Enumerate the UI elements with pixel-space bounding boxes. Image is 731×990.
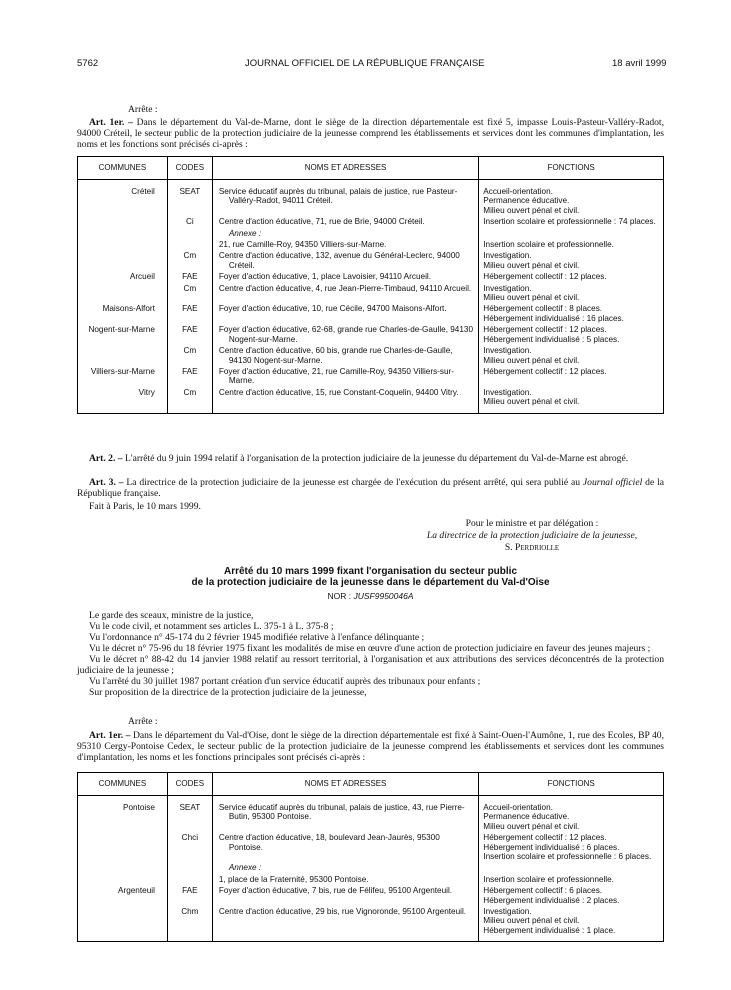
- fonction-line: Investigation.: [483, 283, 532, 293]
- nom-adresse-cell: [212, 251, 478, 270]
- table-end-cell: [479, 407, 664, 414]
- commune-cell: Arcueil: [78, 272, 168, 281]
- code-cell: [167, 875, 212, 884]
- signature-role: La directrice de la protection judiciaire de la jeunesse,: [426, 530, 638, 541]
- column-header: CODES: [167, 157, 212, 180]
- fonction-line: Insertion scolaire et professionnelle.: [483, 240, 614, 250]
- fonction-line: Milieu ouvert pénal et civil.: [483, 397, 580, 407]
- table-spacer-cell: [167, 796, 212, 804]
- fonctions-cell: [479, 803, 664, 831]
- table-row: [78, 229, 664, 238]
- fonction-line: Insertion scolaire et professionnelle : 74 places.: [483, 217, 656, 227]
- fait-a-paris: Fait à Paris, le 10 mars 1999.: [89, 501, 201, 512]
- nom-adresse: Foyer d'action éducative, 21, rue Camille-Roy, 94350 Villiers-sur-Marne.: [218, 366, 455, 386]
- fonctions-cell: [479, 907, 664, 935]
- column-header: FONCTIONS: [479, 157, 664, 180]
- nom-adresse-cell: [212, 272, 478, 281]
- commune-cell: Argenteuil: [78, 886, 168, 905]
- code-cell: SEAT: [167, 187, 212, 215]
- code-cell: FAE: [167, 304, 212, 323]
- nom-adresse: Centre d'action éducative, 18, boulevard Jean-Jaurès, 95300 Pontoise.: [218, 833, 440, 852]
- fonctions-cell: [479, 229, 664, 238]
- table-header-row: [78, 157, 664, 180]
- commune-cell: [78, 863, 168, 872]
- table-end-cell: [167, 407, 212, 414]
- table-row: [78, 325, 664, 344]
- visa: Vu l'arrêté du 30 juillet 1987 portant création d'un service éducatif auprès des tribunaux pour enfants ;: [89, 676, 481, 687]
- table-row: [78, 240, 664, 249]
- table-row: [78, 367, 664, 386]
- nom-adresse-cell: [212, 240, 478, 249]
- visa: Le garde des sceaux, ministre de la justice,: [89, 610, 254, 621]
- nom-adresse: 21, rue Camille-Roy, 94350 Villiers-sur-Marne.: [218, 240, 387, 250]
- column-header: NOMS ET ADRESSES: [212, 773, 478, 796]
- nom-adresse: Centre d'action éducative, 29 bis, rue Vignoronde, 95100 Argenteuil.: [218, 907, 467, 917]
- table-row: [78, 272, 664, 281]
- nom-adresse-cell: [212, 907, 478, 935]
- article-label: Art. 3. –: [89, 477, 124, 488]
- nor-value: JUSF9950046A: [353, 591, 414, 601]
- fonctions-cell: [479, 272, 664, 281]
- visa: Vu le décret n° 75-96 du 18 février 1975 fixant les modalités de mise en œuvre d'une action de protection judiciaire en faveur des jeunes majeurs ;: [89, 643, 651, 654]
- table-row: [78, 388, 664, 407]
- etablissements-table-val-d-oise: [77, 772, 664, 942]
- table-end-cell: [167, 935, 212, 942]
- code-cell: Cm: [167, 388, 212, 407]
- fonction-line: Hébergement collectif : 12 places.: [483, 325, 607, 335]
- commune-cell: [78, 284, 168, 303]
- arrete-title-line-1: Arrêté du 10 mars 1999 fixant l'organisation du secteur public: [223, 566, 518, 577]
- fonctions-cell: [479, 284, 664, 303]
- article-3-paragraph: [77, 477, 664, 499]
- commune-cell: [78, 240, 168, 249]
- table-row: [78, 886, 664, 905]
- table-end-cell: [78, 935, 168, 942]
- code-cell: [167, 229, 212, 238]
- article-text: Dans le département du Val-d'Oise, dont le siège de la direction départementale est fixé à Saint-Ouen-l'Aumône, 1, rue des Ecoles, BP 40, 95310 Cergy-Pontoise Cedex, le secteur public de la protection judiciaire de la jeunesse comprend les établissements et services dont les communes d'implantation, les noms et les fonctions principales sont précisés ci-après :: [77, 730, 664, 763]
- fonction-line: Milieu ouvert pénal et civil.: [483, 355, 580, 365]
- column-header: NOMS ET ADRESSES: [212, 157, 478, 180]
- nom-adresse: Annexe :: [228, 863, 262, 873]
- code-cell: Cm: [167, 251, 212, 270]
- arrete-heading: Arrête :: [128, 716, 158, 727]
- nom-adresse-cell: [212, 863, 478, 872]
- nom-adresse: Centre d'action éducative, 132, avenue du Général-Leclerc, 94000 Créteil.: [218, 251, 460, 270]
- code-cell: Ci: [167, 217, 212, 226]
- visa: Vu l'ordonnance n° 45-174 du 2 février 1945 modifiée relative à l'enfance délinquante ;: [89, 632, 425, 643]
- journal-name: Journal officiel: [582, 477, 643, 488]
- code-cell: [167, 240, 212, 249]
- commune-cell: [78, 229, 168, 238]
- nom-adresse: Centre d'action éducative, 71, rue de Brie, 94000 Créteil.: [218, 217, 425, 227]
- fonction-line: Hébergement individualisé : 6 places.: [483, 842, 620, 852]
- fonction-line: Hébergement individualisé : 2 places.: [483, 895, 620, 905]
- fonction-line: Investigation.: [483, 387, 532, 397]
- code-cell: FAE: [167, 367, 212, 386]
- nom-adresse-cell: [212, 284, 478, 303]
- fonctions-cell: [479, 240, 664, 249]
- fonction-line: Hébergement collectif : 8 places.: [483, 304, 603, 314]
- table-end-cell: [78, 407, 168, 414]
- nom-adresse: Centre d'action éducative, 60 bis, grande rue Charles-de-Gaulle, 94130 Nogent-sur-Marne.: [218, 346, 453, 365]
- visas: [77, 610, 664, 698]
- code-cell: FAE: [167, 272, 212, 281]
- table-header-row: [78, 773, 664, 796]
- nom-adresse: Foyer d'action éducative, 10, rue Cécile, 94700 Maisons-Alfort.: [218, 304, 447, 314]
- fonctions-cell: [479, 833, 664, 861]
- fonction-line: Milieu ouvert pénal et civil.: [483, 821, 580, 831]
- fonction-line: Permanence éducative.: [483, 812, 570, 822]
- fonctions-cell: [479, 875, 664, 884]
- article-text: La directrice de la protection judiciaire de la jeunesse est chargée de l'exécution du présent arrêté, qui sera publié au: [126, 477, 583, 488]
- fonctions-cell: [479, 187, 664, 215]
- table-spacer-cell: [479, 180, 664, 188]
- fonctions-cell: [479, 863, 664, 872]
- visa: Vu le code civil, et notamment ses articles L. 375-1 à L. 375-8 ;: [89, 621, 334, 632]
- nom-adresse-cell: [212, 367, 478, 386]
- fonction-line: Hébergement collectif : 12 places.: [483, 272, 607, 282]
- nom-adresse-cell: [212, 325, 478, 344]
- article-1-paragraph: [77, 117, 664, 150]
- commune-cell: Vitry: [78, 388, 168, 407]
- table-row: [78, 284, 664, 303]
- nom-adresse: Annexe :: [228, 228, 262, 238]
- journal-title: JOURNAL OFFICIEL DE LA RÉPUBLIQUE FRANÇAISE: [245, 58, 485, 69]
- nom-adresse-cell: [212, 875, 478, 884]
- nom-adresse-cell: [212, 304, 478, 323]
- fonction-line: Hébergement individualisé : 5 places.: [483, 334, 620, 344]
- table-spacer-cell: [212, 180, 478, 188]
- fonction-line: Insertion scolaire et professionnelle.: [483, 874, 614, 884]
- table-row: [78, 187, 664, 215]
- commune-cell: Maisons-Alfort: [78, 304, 168, 323]
- table-row: [78, 217, 664, 226]
- nom-adresse: Service éducatif auprès du tribunal, palais de justice, 43, rue Pierre-Butin, 95300 Pontoise.: [218, 803, 465, 822]
- table-end-cell: [212, 935, 478, 942]
- code-cell: FAE: [167, 325, 212, 344]
- visa: Vu le décret n° 88-42 du 14 janvier 1988 relatif au ressort territorial, à l'organisation et aux attributions des services déconcentrés de la protection judiciaire de la jeunesse ;: [77, 654, 664, 676]
- table-spacer-cell: [167, 180, 212, 188]
- table-end-cell: [212, 407, 478, 414]
- table-row: [78, 907, 664, 935]
- nom-adresse-cell: [212, 217, 478, 226]
- commune-cell: Pontoise: [78, 803, 168, 831]
- code-cell: Chm: [167, 907, 212, 935]
- signature-name: S. Perdriolle: [504, 542, 560, 553]
- fonctions-cell: [479, 886, 664, 905]
- fonction-line: Hébergement individualisé : 1 place.: [483, 925, 616, 935]
- article-1-paragraph: [77, 730, 664, 763]
- article-2-paragraph: [77, 453, 664, 464]
- column-header: CODES: [167, 773, 212, 796]
- table-end: [78, 935, 664, 942]
- fonction-line: Permanence éducative.: [483, 196, 570, 206]
- nom-adresse: Centre d'action éducative, 15, rue Constant-Coquelin, 94400 Vitry.: [218, 387, 459, 397]
- code-cell: Chci: [167, 833, 212, 861]
- table-row: [78, 304, 664, 323]
- nom-adresse-cell: [212, 833, 478, 861]
- fonctions-cell: [479, 217, 664, 226]
- nom-adresse-cell: [212, 803, 478, 831]
- fonction-line: Milieu ouvert pénal et civil.: [483, 293, 580, 303]
- fonction-line: Investigation.: [483, 251, 532, 261]
- nom-adresse: Service éducatif auprès du tribunal, palais de justice, rue Pasteur-Valléry-Radot, 94011 Créteil.: [218, 187, 458, 206]
- article-label: Art. 1er. –: [89, 117, 133, 128]
- article-label: Art. 2. –: [89, 453, 123, 464]
- column-header: COMMUNES: [78, 773, 168, 796]
- fonction-line: Accueil-orientation.: [483, 803, 553, 812]
- fonction-line: Milieu ouvert pénal et civil.: [483, 916, 580, 926]
- table-spacer-cell: [78, 796, 168, 804]
- nom-adresse-cell: [212, 388, 478, 407]
- table-row: [78, 251, 664, 270]
- article-text: Dans le département du Val-de-Marne, dont le siège de la direction départementale est fixé 5, impasse Louis-Pasteur-Valléry-Radot, 94000 Créteil, le secteur public de la protection judiciaire de la jeunesse comprend les établissements et services dont les communes d'implantation, les noms et les fonctions sont précisés ci-après :: [77, 117, 664, 150]
- arrete-heading: Arrête :: [128, 104, 158, 115]
- nom-adresse: Foyer d'action éducative, 1, place Lavoisier, 94110 Arcueil.: [218, 272, 431, 282]
- fonctions-cell: [479, 251, 664, 270]
- table-end: [78, 407, 664, 414]
- fonctions-cell: [479, 388, 664, 407]
- commune-cell: Nogent-sur-Marne: [78, 325, 168, 344]
- fonction-line: Hébergement individualisé : 16 places.: [483, 313, 624, 323]
- code-cell: SEAT: [167, 803, 212, 831]
- signature-line: Pour le ministre et par délégation :: [465, 518, 599, 529]
- fonction-line: Insertion scolaire et professionnelle : 6 places.: [483, 852, 652, 862]
- fonction-line: Hébergement collectif : 12 places.: [483, 833, 607, 843]
- table-spacer: [78, 796, 664, 804]
- fonction-line: Milieu ouvert pénal et civil.: [483, 205, 580, 215]
- table-row: [78, 833, 664, 861]
- nom-adresse-cell: [212, 346, 478, 365]
- article-text: de la République française.: [77, 477, 664, 499]
- fonction-line: Investigation.: [483, 346, 532, 356]
- fonctions-cell: [479, 304, 664, 323]
- nom-adresse: Centre d'action éducative, 4, rue Jean-Pierre-Timbaud, 94110 Arcueil.: [218, 283, 472, 293]
- nom-adresse: Foyer d'action éducative, 62-68, grande rue Charles-de-Gaulle, 94130 Nogent-sur-Marne.: [218, 325, 474, 344]
- commune-cell: Créteil: [78, 187, 168, 215]
- commune-cell: Villiers-sur-Marne: [78, 367, 168, 386]
- nom-adresse: 1, place de la Fraternité, 95300 Pontoise.: [218, 874, 369, 884]
- fonctions-cell: [479, 367, 664, 386]
- fonctions-cell: [479, 346, 664, 365]
- code-cell: FAE: [167, 886, 212, 905]
- table-spacer: [78, 180, 664, 188]
- fonction-line: Accueil-orientation.: [483, 187, 553, 196]
- nom-adresse-cell: [212, 187, 478, 215]
- visa: Sur proposition de la directrice de la protection judiciaire de la jeunesse,: [89, 687, 367, 698]
- table-row: [78, 863, 664, 872]
- commune-cell: [78, 833, 168, 861]
- fonction-line: Investigation.: [483, 907, 532, 917]
- commune-cell: [78, 346, 168, 365]
- article-text: L'arrêté du 9 juin 1994 relatif à l'organisation de la protection judiciaire de la jeunesse du département du Val-de-Marne est abrogé.: [124, 453, 629, 464]
- commune-cell: [78, 875, 168, 884]
- nom-adresse-cell: [212, 229, 478, 238]
- page-number: 5762: [77, 58, 99, 69]
- table-row: [78, 346, 664, 365]
- etablissements-table-val-de-marne: [77, 156, 664, 414]
- header-date: 18 avril 1999: [612, 58, 667, 69]
- article-label: Art. 1er. –: [89, 730, 131, 741]
- table-spacer-cell: [212, 796, 478, 804]
- column-header: FONCTIONS: [479, 773, 664, 796]
- fonctions-cell: [479, 325, 664, 344]
- nor-reference: [77, 591, 664, 602]
- nor-label: NOR :: [327, 591, 352, 601]
- table-spacer-cell: [479, 796, 664, 804]
- nom-adresse-cell: [212, 886, 478, 905]
- commune-cell: [78, 251, 168, 270]
- table-row: [78, 803, 664, 831]
- commune-cell: [78, 907, 168, 935]
- table-row: [78, 875, 664, 884]
- column-header: COMMUNES: [78, 157, 168, 180]
- code-cell: Cm: [167, 346, 212, 365]
- nom-adresse: Foyer d'action éducative, 7 bis, rue de Félifeu, 95100 Argenteuil.: [218, 886, 453, 896]
- commune-cell: [78, 217, 168, 226]
- table-spacer-cell: [78, 180, 168, 188]
- fonction-line: Milieu ouvert pénal et civil.: [483, 260, 580, 270]
- fonction-line: Hébergement collectif : 6 places.: [483, 886, 603, 896]
- code-cell: [167, 863, 212, 872]
- code-cell: Cm: [167, 284, 212, 303]
- arrete-title-line-2: de la protection judiciaire de la jeunesse dans le département du Val-d'Oise: [191, 577, 550, 588]
- table-end-cell: [479, 935, 664, 942]
- fonction-line: Hébergement collectif : 12 places.: [483, 366, 607, 376]
